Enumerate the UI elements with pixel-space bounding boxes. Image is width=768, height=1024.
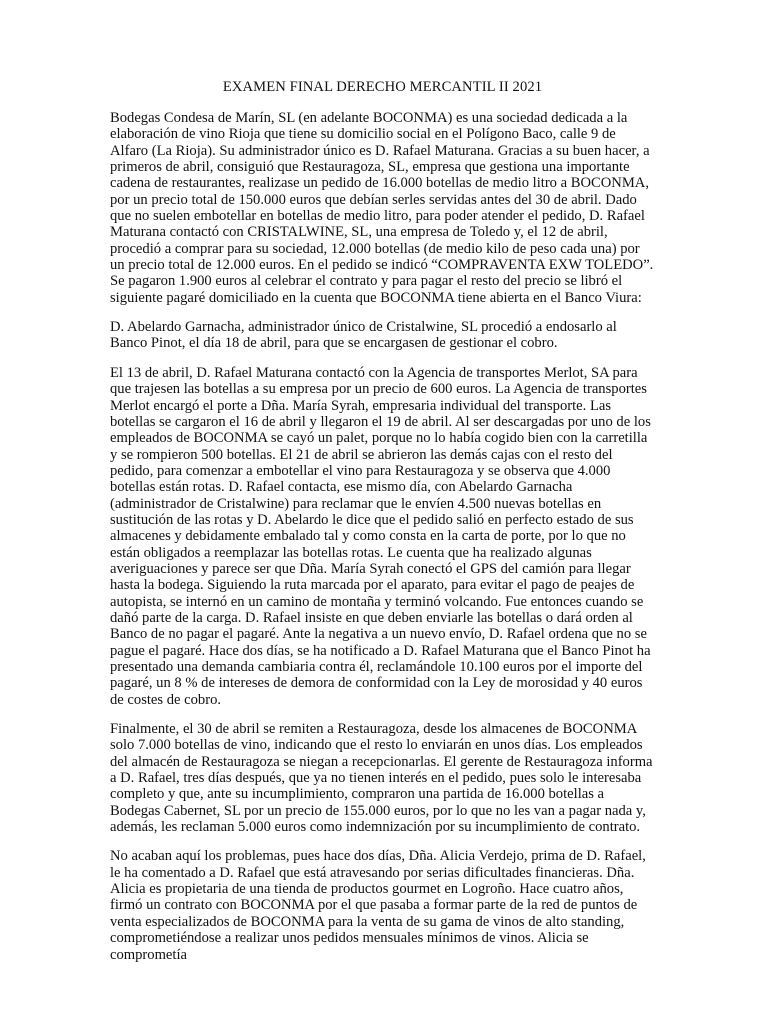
- document-page: [110, 78, 655, 976]
- paragraph-transport: El 13 de abril, D. Rafael Maturana contactó con la Agencia de transportes Merlot, SA para que trajesen las botellas a su empresa por un precio de 600 euros. La Agencia de transportes Merlot encargó el porte a Dña. María Syrah, empresaria individual del transporte. Las botellas se cargaron el 16 de abril y llegaron el 19 de abril. Al ser descargadas por uno de los empleados de BOCONMA se cayó un palet, porque no lo había cogido bien con la carretilla y se rompieron 500 botellas. El 21 de abril se abrieron las demás cajas con el resto del pedido, para comenzar a embotellar el vino para Restauragoza y se observa que 4.000 botellas están rotas. D. Rafael contacta, ese mismo día, con Abelardo Garnacha (administrador de Cristalwine) para reclamar que le envíen 4.500 nuevas botellas en sustitución de las rotas y D. Abelardo le dice que el pedido salió en perfecto estado de sus almacenes y debidamente embalado tal y como consta en la carta de porte, por lo que no están obligados a reemplazar las botellas rotas. Le cuenta que ha realizado algunas averiguaciones y parece ser que Dña. María Syrah conectó el GPS del camión para llegar hasta la bodega. Siguiendo la ruta marcada por el aparato, para evitar el pago de peajes de autopista, se internó en un camino de montaña y terminó volcando. Fue entonces cuando se dañó parte de la carga. D. Rafael insiste en que deben enviarle las botellas o dará orden al Banco de no pagar el pagaré. Ante la negativa a un nuevo envío, D. Rafael ordena que no se pague el pagaré. Hace dos días, se ha notificado a D. Rafael Maturana que el Banco Pinot ha presentado una demanda cambiaria contra él, reclamándole 10.100 euros por el importe del pagaré, un 8 % de intereses de demora de conformidad con la Ley de morosidad y 40 euros de costes de cobro.: [110, 364, 651, 708]
- paragraph-restauragoza: Finalmente, el 30 de abril se remiten a Restauragoza, desde los almacenes de BOCONMA solo 7.000 botellas de vino, indicando que el resto lo enviarán en unos días. Los empleados del almacén de Restauragoza se niegan a recepcionarlas. El gerente de Restauragoza informa a D. Rafael, tres días después, que ya no tienen interés en el pedido, pues solo le interesaba completo y que, ante su incumplimiento, compraron una partida de 16.000 botellas a Bodegas Cabernet, SL por un precio de 155.000 euros, por lo que no les van a pagar nada y, además, les reclaman 5.000 euros como indemnización por su incumplimiento de contrato.: [110, 721, 653, 836]
- document-title: EXAMEN FINAL DERECHO MERCANTIL II 2021: [222, 79, 543, 95]
- paragraph-endorsement: D. Abelardo Garnacha, administrador único de Cristalwine, SL procedió a endosarlo al Banco Pinot, el día 18 de abril, para que se encargasen de gestionar el cobro.: [110, 319, 617, 352]
- paragraph-boconma-intro: Bodegas Condesa de Marín, SL (en adelante BOCONMA) es una sociedad dedicada a la elaboración de vino Rioja que tiene su domicilio social en el Polígono Baco, calle 9 de Alfaro (La Rioja). Su administrador único es D. Rafael Maturana. Gracias a su buen hacer, a primeros de abril, consiguió que Restauragoza, SL, empresa que gestiona una importante cadena de restaurantes, realizase un pedido de 16.000 botellas de medio litro a BOCONMA, por un precio total de 150.000 euros que debían serles servidas antes del 30 de abril. Dado que no suelen embotellar en botellas de medio litro, para poder atender el pedido, D. Rafael Maturana contactó con CRISTALWINE, SL, una empresa de Toledo y, el 12 de abril, procedió a comprar para su sociedad, 12.000 botellas (de medio kilo de peso cada una) por un precio total de 12.000 euros. En el pedido se indicó “COMPRAVENTA EXW TOLEDO”. Se pagaron 1.900 euros al celebrar el contrato y para pagar el resto del precio se libró el siguiente pagaré domiciliado en la cuenta que BOCONMA tiene abierta en el Banco Viura:: [110, 110, 654, 306]
- paragraph-alicia-verdejo: No acaban aquí los problemas, pues hace dos días, Dña. Alicia Verdejo, prima de D. Rafael, le ha comentado a D. Rafael que está atravesando por serias dificultades financieras. Dña. Alicia es propietaria de una tienda de productos gourmet en Logroño. Hace cuatro años, firmó un contrato con BOCONMA por el que pasaba a formar parte de la red de puntos de venta especializados de BOCONMA para la venta de su gama de vinos de alto standing, comprometiéndose a realizar unos pedidos mensuales mínimos de vinos. Alicia se comprometía: [110, 848, 646, 963]
